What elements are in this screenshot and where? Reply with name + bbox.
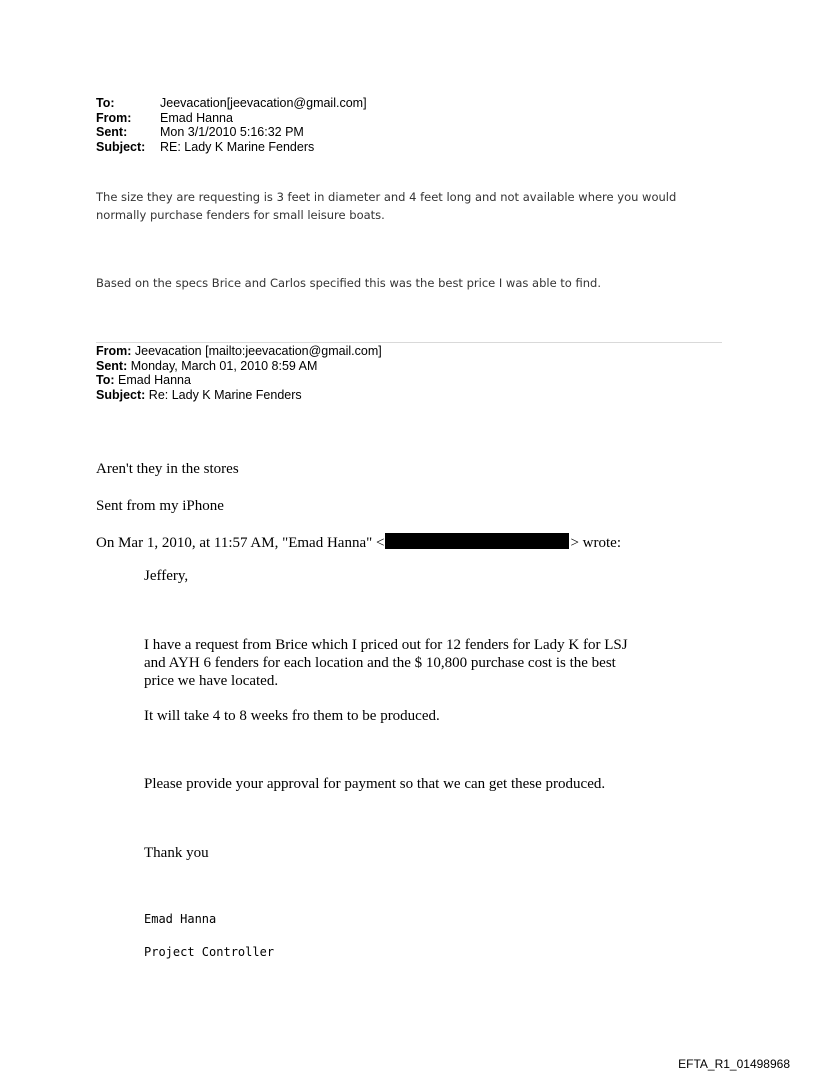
- quoted-para1-line1: I have a request from Brice which I priced out for 12 fenders for Lady K for LSJ: [144, 637, 628, 653]
- quote-intro: [96, 533, 621, 552]
- message-divider: [96, 342, 722, 343]
- original-sent-label: Sent:: [96, 358, 128, 373]
- quoted-para1-line3: price we have located.: [144, 673, 279, 689]
- quoted-closing: Thank you: [144, 845, 209, 861]
- redaction-bar: [385, 533, 569, 549]
- quoted-signature-name: Emad Hanna: [144, 912, 217, 926]
- document-id: EFTA_R1_01498968: [678, 1057, 790, 1071]
- original-to-row: [96, 373, 382, 388]
- reply-header: [96, 96, 367, 154]
- header-sent-label: Sent:: [96, 125, 128, 139]
- header-subject-row: [96, 140, 367, 155]
- reply-paragraph-size: The size they are requesting is 3 feet in diameter and 4 feet long and not available where you would normally purchase fenders for small leisure boats.: [96, 190, 677, 222]
- header-from-value: Emad Hanna: [160, 110, 233, 125]
- quote-intro-before: On Mar 1, 2010, at 11:57 AM, "Emad Hanna" <: [96, 535, 385, 551]
- original-header: [96, 344, 382, 402]
- quote-intro-after: > wrote:: [570, 535, 621, 551]
- original-subject-value: Re: Lady K Marine Fenders: [148, 387, 302, 402]
- original-sent-value: Monday, March 01, 2010 8:59 AM: [130, 358, 318, 373]
- original-subject-label: Subject:: [96, 387, 146, 402]
- header-to-row: [96, 96, 367, 111]
- original-signature: Sent from my iPhone: [96, 498, 224, 514]
- original-from-value: Jeevacation [mailto:jeevacation@gmail.com]: [134, 344, 382, 358]
- original-subject-row: [96, 388, 382, 403]
- reply-paragraph-price: Based on the specs Brice and Carlos specified this was the best price I was able to find.: [96, 276, 601, 290]
- header-to-value: Jeevacation[jeevacation@gmail.com]: [160, 96, 367, 110]
- quoted-para1-line2: and AYH 6 fenders for each location and the $ 10,800 purchase cost is the best: [144, 655, 616, 671]
- header-subject-label: Subject:: [96, 139, 146, 154]
- original-line-stores: Aren't they in the stores: [96, 461, 239, 477]
- header-sent-row: [96, 125, 367, 140]
- quoted-signature-title: Project Controller: [144, 945, 275, 959]
- quoted-para2: It will take 4 to 8 weeks fro them to be produced.: [144, 708, 440, 724]
- header-sent-value: Mon 3/1/2010 5:16:32 PM: [160, 125, 304, 139]
- original-to-value: Emad Hanna: [118, 373, 191, 387]
- quoted-greeting: Jeffery,: [144, 568, 189, 584]
- original-from-label: From:: [96, 344, 132, 358]
- original-to-label: To:: [96, 373, 115, 387]
- header-from-row: [96, 111, 367, 126]
- header-from-label: From:: [96, 110, 132, 125]
- original-from-row: [96, 344, 382, 359]
- quoted-para3: Please provide your approval for payment so that we can get these produced.: [144, 776, 606, 792]
- original-sent-row: [96, 359, 382, 374]
- header-subject-value: RE: Lady K Marine Fenders: [160, 139, 315, 154]
- header-to-label: To:: [96, 96, 115, 110]
